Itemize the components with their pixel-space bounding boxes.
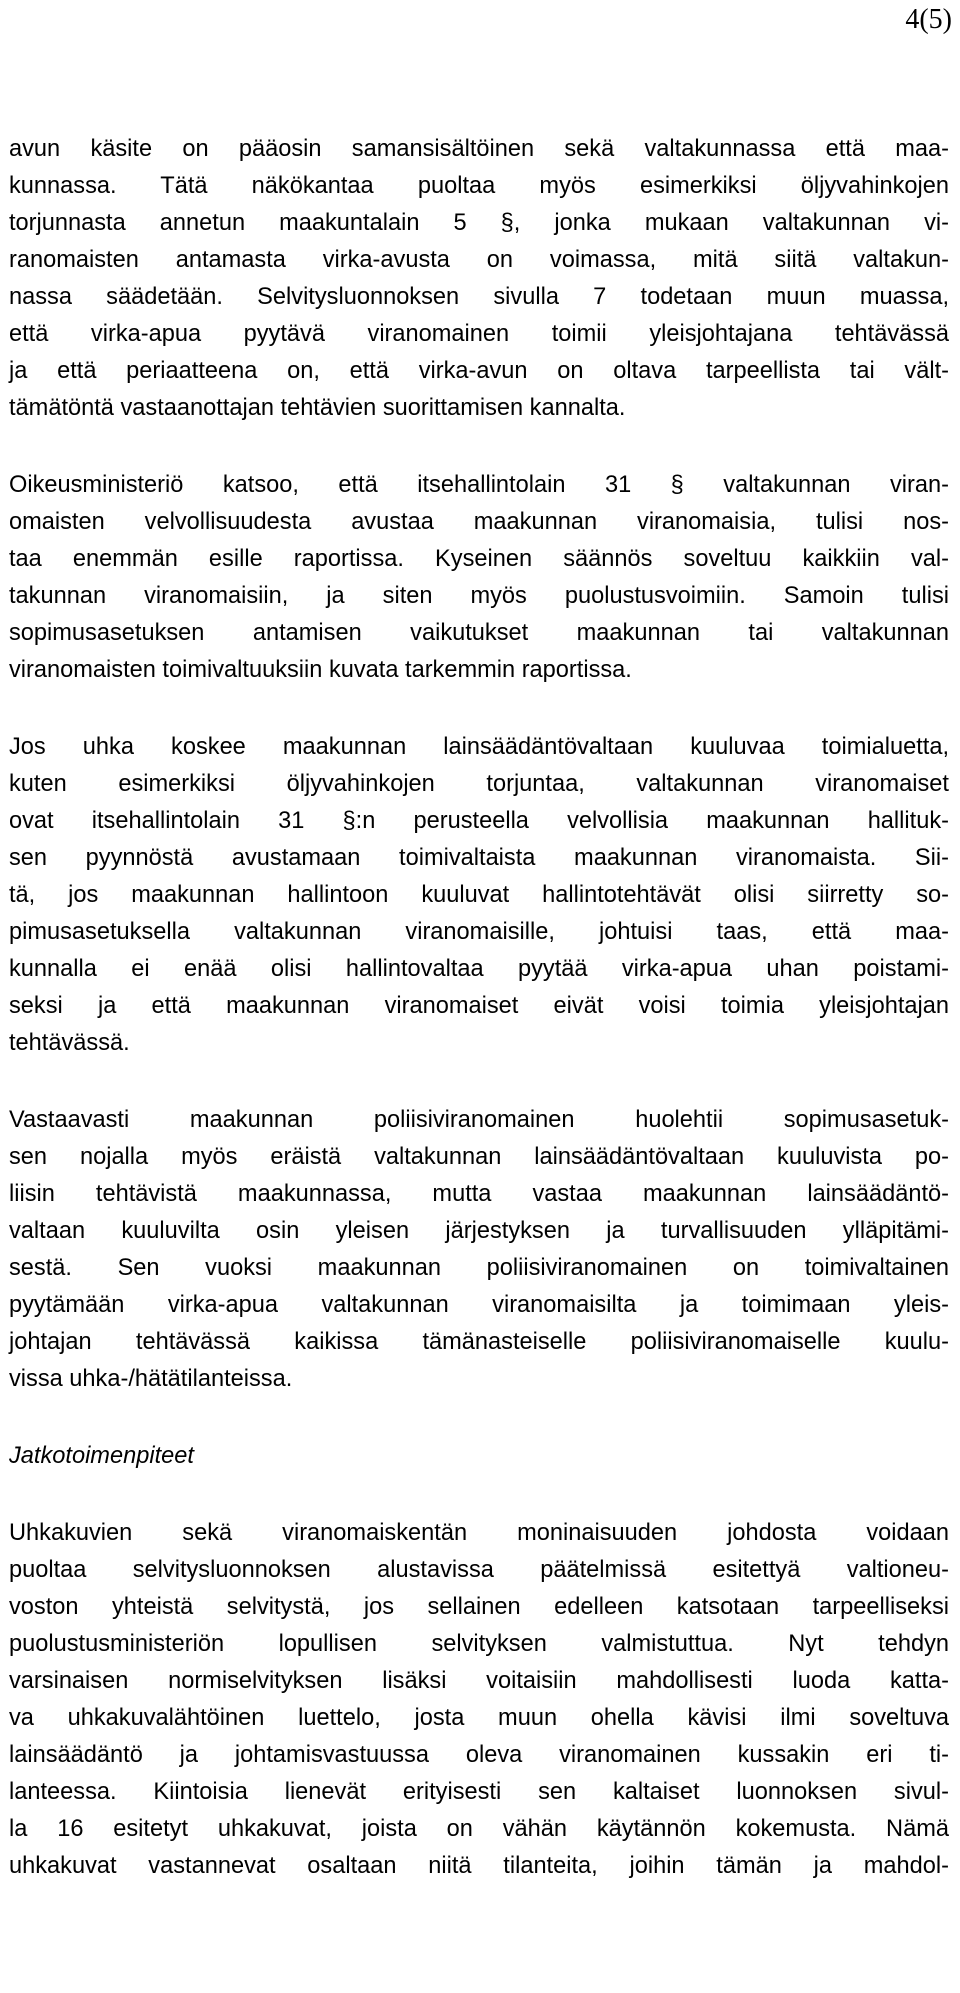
text-line: varsinaisen normiselvityksen lisäksi voitaisiin mahdollisesti luoda katta- [9, 1668, 949, 1694]
section-heading-block [9, 1438, 949, 1475]
text-line: omaisten velvollisuudesta avustaa maakunnan viranomaisia, tulisi nos- [9, 509, 949, 535]
text-line: tä, jos maakunnan hallintoon kuuluvat hallintotehtävät olisi siirretty so- [9, 882, 949, 908]
text-line: ovat itsehallintolain 31 §:n perusteella velvollisia maakunnan hallituk- [9, 808, 949, 834]
text-line: avun käsite on pääosin samansisältöinen sekä valtakunnassa että maa- [9, 136, 949, 162]
text-line: ja että periaatteena on, että virka-avun on oltava tarpeellista tai vält- [9, 358, 949, 384]
text-line: Vastaavasti maakunnan poliisiviranomainen huolehtii sopimusasetuk- [9, 1107, 949, 1133]
text-line: tämätöntä vastaanottajan tehtävien suorittamisen kannalta. [9, 395, 626, 421]
text-line: puoltaa selvitysluonnoksen alustavissa päätelmissä esitettyä valtioneu- [9, 1557, 949, 1583]
text-line: sopimusasetuksen antamisen vaikutukset maakunnan tai valtakunnan [9, 620, 949, 646]
text-line: kunnalla ei enää olisi hallintovaltaa pyytää virka-apua uhan poistami- [9, 956, 949, 982]
text-line: vissa uhka-/hätätilanteissa. [9, 1366, 293, 1392]
text-line: torjunnasta annetun maakuntalain 5 §, jonka mukaan valtakunnan vi- [9, 210, 949, 236]
paragraph-1 [9, 131, 949, 427]
text-line: sen pyynnöstä avustamaan toimivaltaista maakunnan viranomaista. Sii- [9, 845, 949, 871]
text-line: sen nojalla myös eräistä valtakunnan lainsäädäntövaltaan kuuluvista po- [9, 1144, 949, 1170]
document-body [9, 131, 949, 1885]
text-line: nassa säädetään. Selvitysluonnoksen sivulla 7 todetaan muun muassa, [9, 284, 949, 310]
text-line: la 16 esitetyt uhkakuvat, joista on vähän käytännön kokemusta. Nämä [9, 1816, 949, 1842]
text-line: va uhkakuvalähtöinen luettelo, josta muun ohella kävisi ilmi soveltuva [9, 1705, 949, 1731]
text-line: Jos uhka koskee maakunnan lainsäädäntövaltaan kuuluvaa toimialuetta, [9, 734, 949, 760]
text-line: johtajan tehtävässä kaikissa tämänasteiselle poliisiviranomaiselle kuulu- [9, 1329, 949, 1355]
text-line: sestä. Sen vuoksi maakunnan poliisiviranomainen on toimivaltainen [9, 1255, 949, 1281]
text-line: pyytämään virka-apua valtakunnan viranomaisilta ja toimimaan yleis- [9, 1292, 949, 1318]
text-line: viranomaisten toimivaltuuksiin kuvata tarkemmin raportissa. [9, 657, 632, 683]
text-line: liisin tehtävistä maakunnassa, mutta vastaa maakunnan lainsäädäntö- [9, 1181, 949, 1207]
section-heading: Jatkotoimenpiteet [9, 1443, 194, 1469]
page-number: 4(5) [905, 4, 952, 35]
paragraph-2 [9, 467, 949, 689]
text-line: valtaan kuuluvilta osin yleisen järjestyksen ja turvallisuuden ylläpitämi- [9, 1218, 949, 1244]
text-line: takunnan viranomaisiin, ja siten myös puolustusvoimiin. Samoin tulisi [9, 583, 949, 609]
text-line: taa enemmän esille raportissa. Kyseinen säännös soveltuu kaikkiin val- [9, 546, 949, 572]
paragraph-3 [9, 729, 949, 1062]
text-line: Oikeusministeriö katsoo, että itsehallintolain 31 § valtakunnan viran- [9, 472, 949, 498]
text-line: tehtävässä. [9, 1030, 130, 1056]
text-line: että virka-apua pyytävä viranomainen toimii yleisjohtajana tehtävässä [9, 321, 949, 347]
text-line: uhkakuvat vastannevat osaltaan niitä tilanteita, joihin tämän ja mahdol- [9, 1853, 949, 1879]
text-line: kuten esimerkiksi öljyvahinkojen torjuntaa, valtakunnan viranomaiset [9, 771, 949, 797]
text-line: puolustusministeriön lopullisen selvityksen valmistuttua. Nyt tehdyn [9, 1631, 949, 1657]
text-line: voston yhteistä selvitystä, jos sellainen edelleen katsotaan tarpeelliseksi [9, 1594, 949, 1620]
text-line: lanteessa. Kiintoisia lienevät erityisesti sen kaltaiset luonnoksen sivul- [9, 1779, 949, 1805]
text-line: seksi ja että maakunnan viranomaiset eivät voisi toimia yleisjohtajan [9, 993, 949, 1019]
text-line: kunnassa. Tätä näkökantaa puoltaa myös esimerkiksi öljyvahinkojen [9, 173, 949, 199]
paragraph-4 [9, 1102, 949, 1398]
paragraph-5 [9, 1515, 949, 1885]
text-line: Uhkakuvien sekä viranomaiskentän moninaisuuden johdosta voidaan [9, 1520, 949, 1546]
text-line: ranomaisten antamasta virka-avusta on voimassa, mitä siitä valtakun- [9, 247, 949, 273]
text-line: lainsäädäntö ja johtamisvastuussa oleva viranomainen kussakin eri ti- [9, 1742, 949, 1768]
text-line: pimusasetuksella valtakunnan viranomaisille, johtuisi taas, että maa- [9, 919, 949, 945]
